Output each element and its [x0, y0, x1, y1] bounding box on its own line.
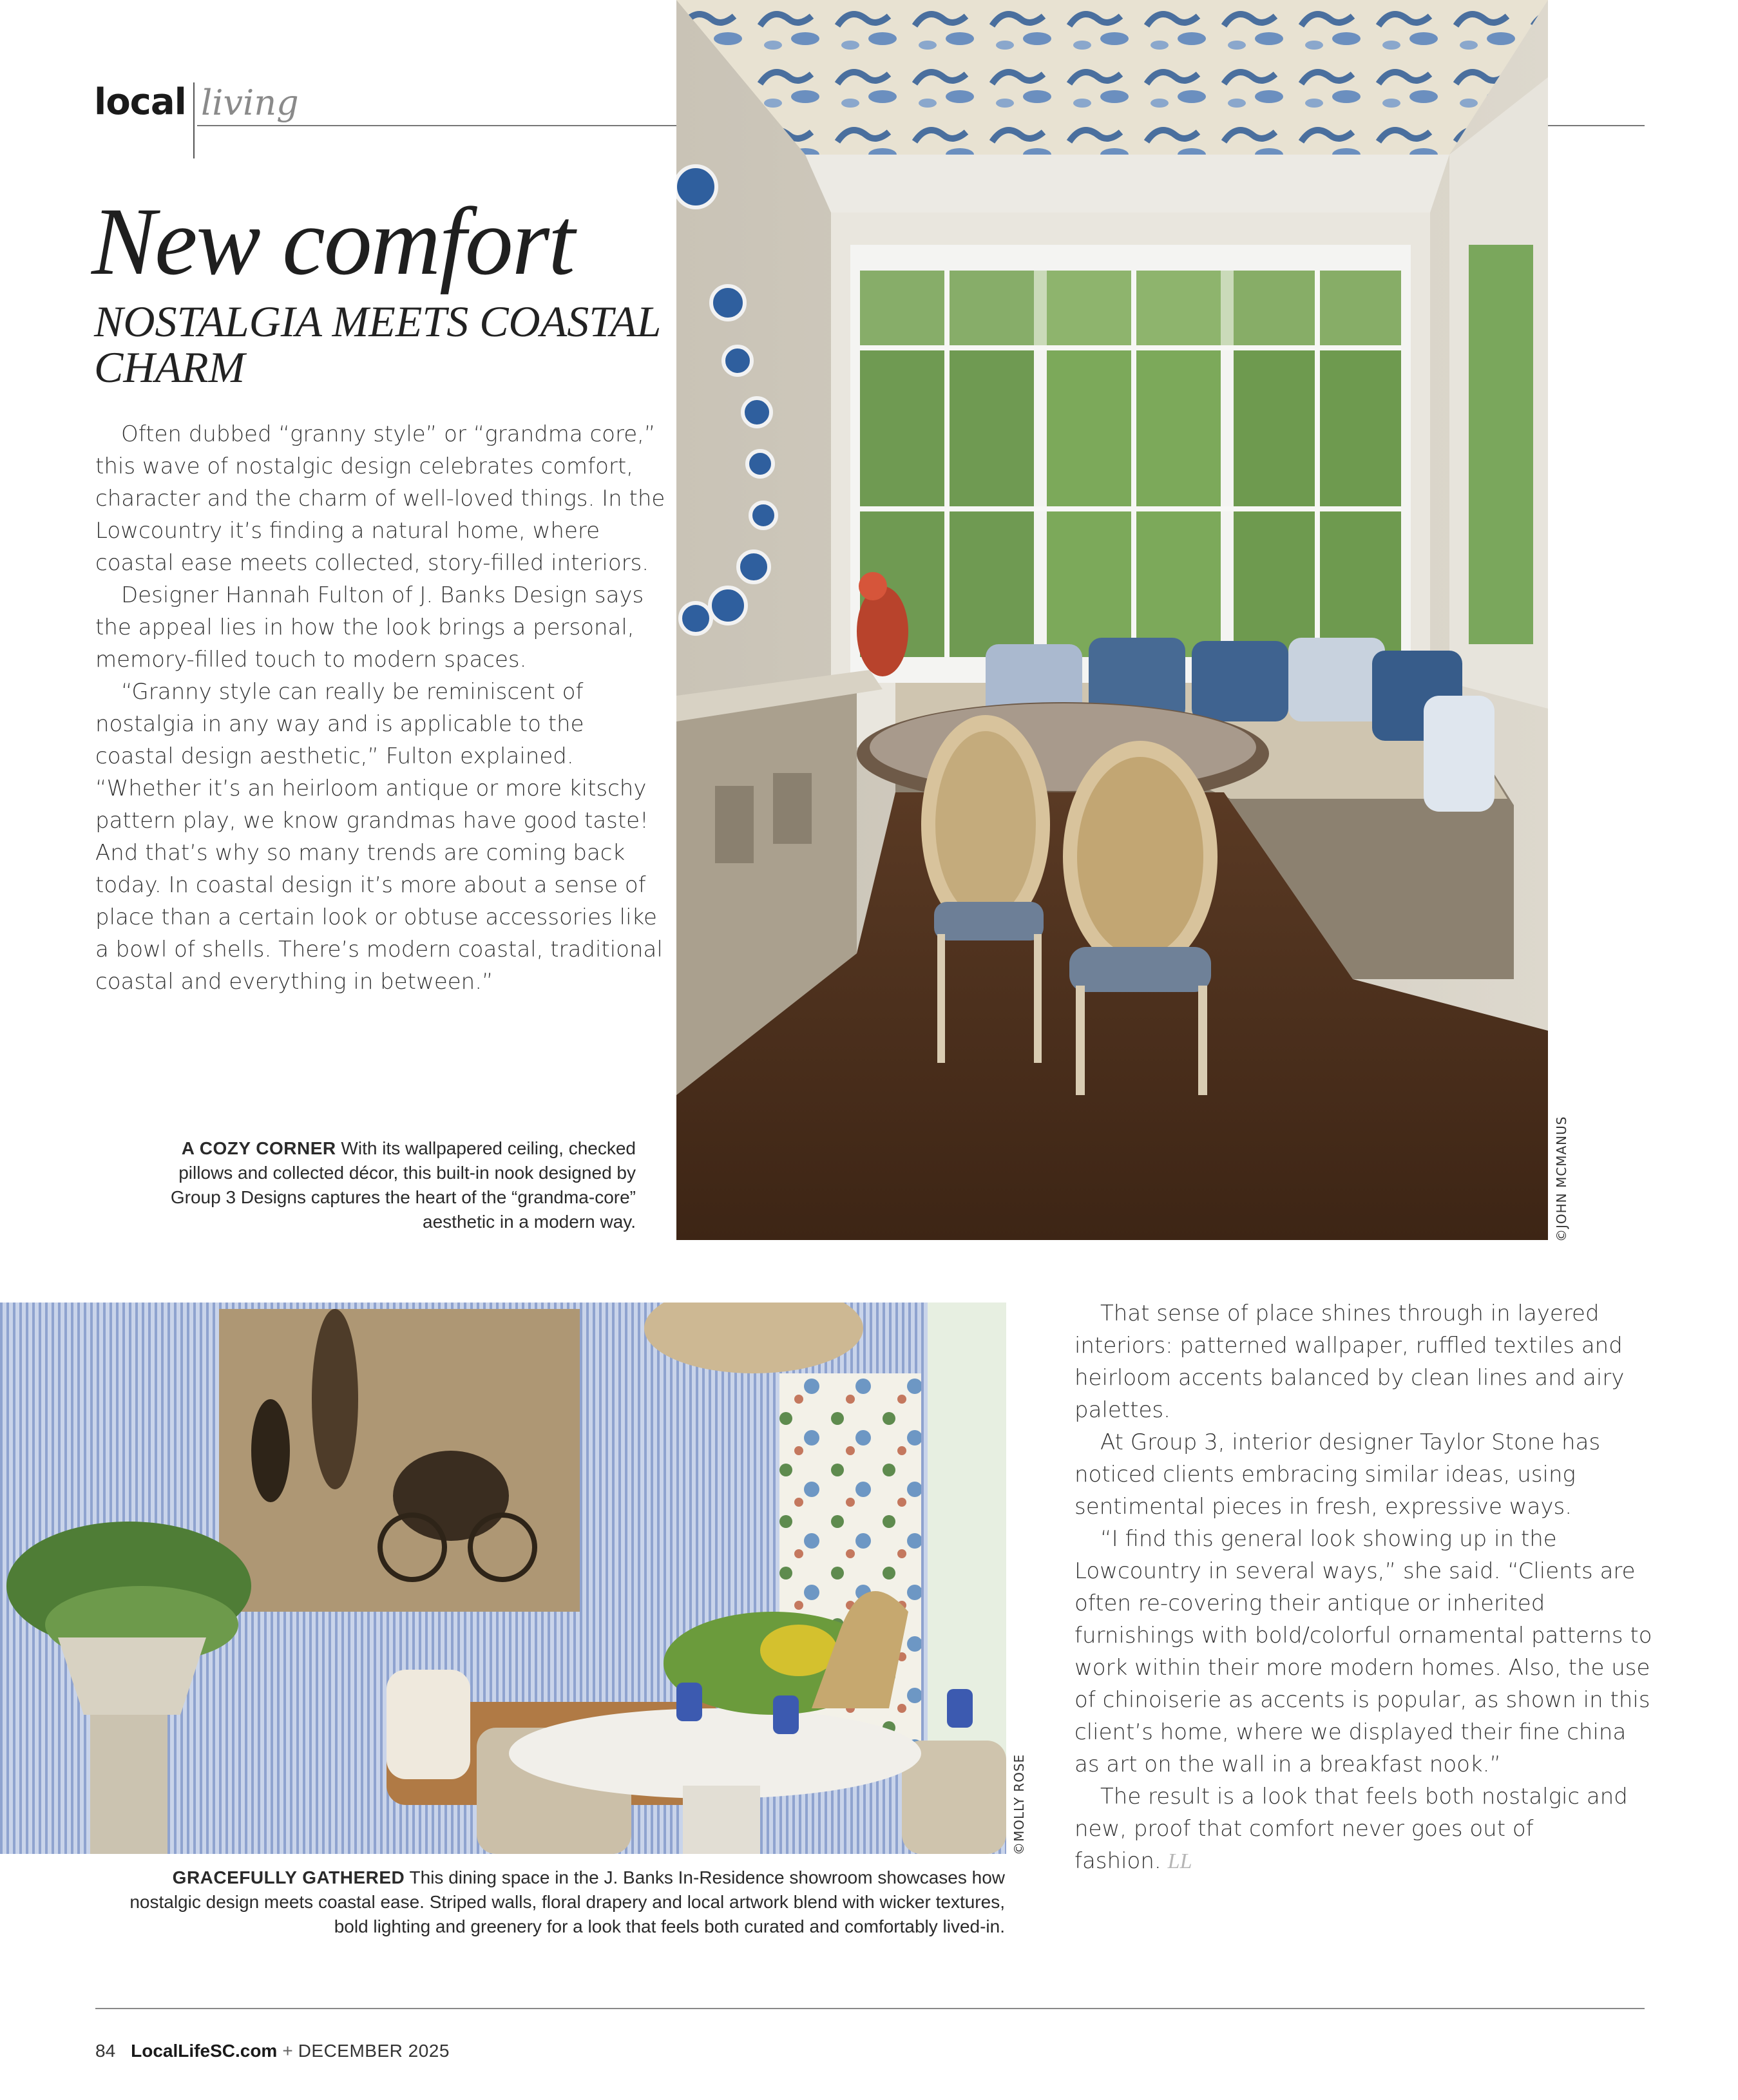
footer-separator: + — [282, 2041, 293, 2061]
footer-issue: DECEMBER 2025 — [298, 2041, 450, 2061]
photo-caption — [129, 1866, 1005, 1939]
brand-logo-local: local — [94, 81, 186, 123]
page-footer — [95, 2041, 450, 2061]
caption-lead: A COZY CORNER — [181, 1138, 336, 1158]
caption-lead: GRACEFULLY GATHERED — [172, 1867, 405, 1887]
brand-logo-living: living — [201, 82, 299, 123]
header-rule — [197, 125, 676, 126]
paragraph: At Group 3, interior designer Taylor Stone has noticed clients embracing similar ideas, using sentimental pieces in fresh, expressive ways. — [1074, 1429, 1601, 1520]
article-title: New comfort — [91, 188, 574, 295]
photo-credit: ©JOHN MCMANUS — [1554, 1116, 1569, 1242]
brand-divider — [193, 82, 195, 158]
footer-site: LocalLifeSC.com — [131, 2041, 278, 2061]
caption-text: With its wallpapered ceiling, checked pillows and collected décor, this built-in nook designed by Group 3 Designs captures the heart of the “grandma-core” aesthetic in a modern way. — [170, 1138, 636, 1232]
photo-credit: ©MOLLY ROSE — [1011, 1753, 1027, 1855]
paragraph: “Granny style can really be reminiscent of nostalgia in any way and is applicable to the coastal design aesthetic,” Fulton explained. “Whether it’s an heirloom antique or more kitschy pattern play, we know grandmas have good taste! And that’s why so many trends are coming back today. In coastal design it’s more about a sense of place than a certain look or obtuse accessories like a bowl of shells. There’s modern coastal, traditional coastal and everything in between.” — [95, 679, 663, 995]
header-rule — [1548, 125, 1645, 126]
photo-caption — [161, 1136, 636, 1234]
footer-rule — [95, 2008, 1645, 2009]
caption-text: This dining space in the J. Banks In-Residence showroom showcases how nostalgic design meets coastal ease. Striped walls, floral drapery and local artwork blend with wicker textures, bold lighting and greenery for a look that feels both curated and comfortably lived-in. — [129, 1867, 1005, 1936]
paragraph: Designer Hannah Fulton of J. Banks Design says the appeal lies in how the look brings a personal, memory-filled touch to modern spaces. — [95, 582, 644, 673]
paragraph: Often dubbed “granny style” or “grandma core,” this wave of nostalgic design celebrates comfort, character and the charm of well-loved things. In the Lowcountry it’s finding a natural home, where coastal ease meets collected, story-filled interiors. — [95, 421, 665, 576]
page-number: 84 — [95, 2041, 116, 2061]
photo-dining-space — [0, 1303, 1006, 1854]
article-subtitle: NOSTALGIA MEETS COASTAL CHARM — [94, 297, 661, 392]
body-column-left — [95, 418, 669, 998]
paragraph-final — [1074, 1780, 1654, 1878]
signoff-mark: LL — [1167, 1849, 1192, 1873]
paragraph: “I find this general look showing up in the Lowcountry in several ways,” she said. “Clients are often re-covering their antique or inherited furnishings with bold/colorful ornamental patterns to work within their more modern homes. Also, the use of chinoiserie as accents is popular, as shown in this client’s home, where we displayed their fine china as art on the wall in a breakfast nook.” — [1074, 1526, 1652, 1777]
photo-breakfast-nook-illustration — [676, 0, 1548, 1240]
body-column-right — [1074, 1297, 1654, 1878]
photo-dining-space-illustration — [0, 1303, 1006, 1854]
photo-breakfast-nook — [676, 0, 1548, 1240]
paragraph: That sense of place shines through in layered interiors: patterned wallpaper, ruffled textiles and heirloom accents balanced by clean lines and airy palettes. — [1074, 1301, 1625, 1423]
paragraph-text: The result is a look that feels both nostalgic and new, proof that comfort never goes out of fashion. — [1074, 1784, 1628, 1874]
